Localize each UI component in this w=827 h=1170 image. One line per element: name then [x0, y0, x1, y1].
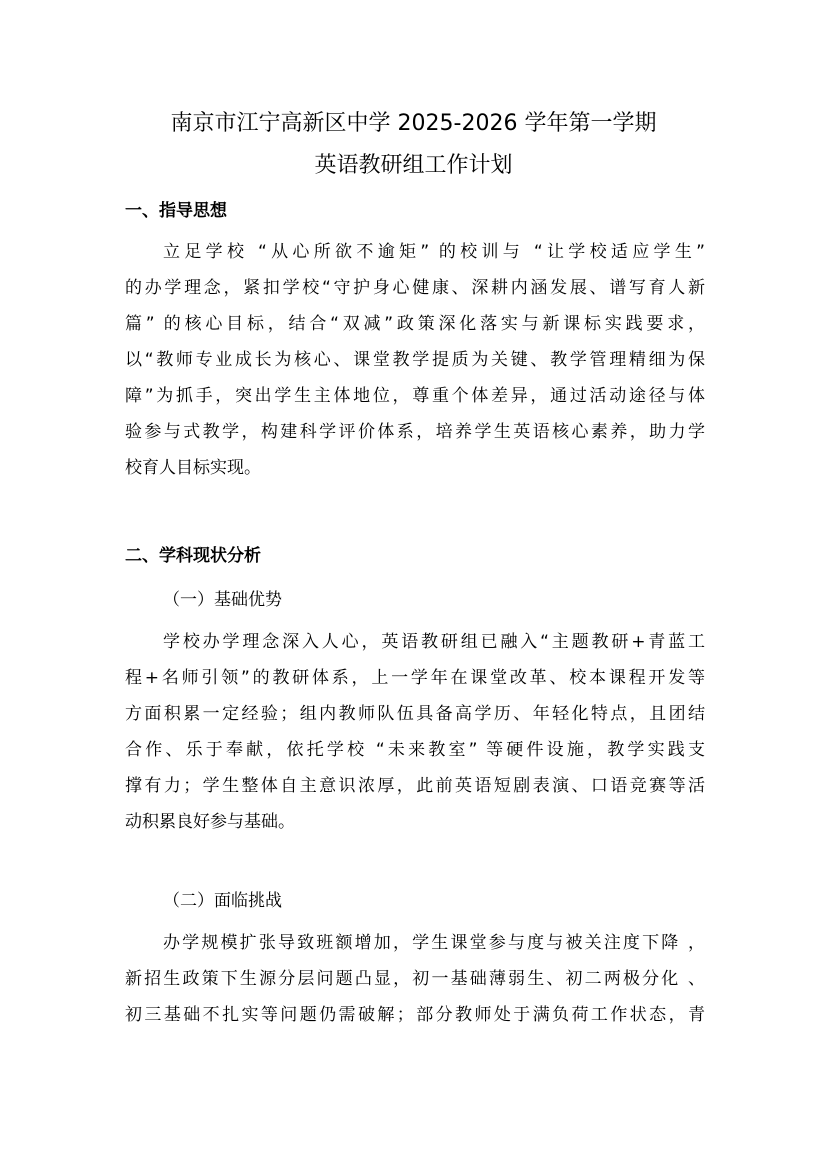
subsection-heading-challenges: （二）面临挑战 [163, 891, 282, 911]
paragraph-line: 初三基础不扎实等问题仍需破解；部分教师处于满负荷工作状态，青 [125, 1005, 705, 1025]
paragraph-line: 验参与式教学，构建科学评价体系，培养学生英语核心素养，助力学 [125, 422, 705, 442]
paragraph-line: 动积累良好参与基础。 [125, 812, 295, 832]
section-heading-status-analysis: 二、学科现状分析 [125, 546, 261, 566]
paragraph-line: 的办学理念，紧扣学校“守护身心健康、深耕内涵发展、谱写育人新 [125, 278, 705, 298]
paragraph-line: 篇” 的核心目标，结合“双减”政策深化落实与新课标实践要求， [125, 314, 705, 334]
paragraph-line: 撑有力；学生整体自主意识浓厚，此前英语短剧表演、口语竞赛等活 [125, 776, 705, 796]
paragraph-line: 合作、乐于奉献，依托学校 “未来教室” 等硬件设施，教学实践支 [125, 740, 705, 760]
paragraph-line: 新招生政策下生源分层问题凸显，初一基础薄弱生、初二两极分化 、 [125, 969, 705, 989]
document-title: 南京市江宁高新区中学 2025-2026 学年第一学期 [170, 111, 657, 136]
subsection-paragraph-strengths [125, 624, 705, 840]
paragraph-line: 方面积累一定经验；组内教师队伍具备高学历、年轻化特点，且团结 [125, 704, 705, 724]
paragraph-line: 程+名师引领”的教研体系，上一学年在课堂改革、校本课程开发等 [125, 668, 705, 688]
paragraph-line: 办学规模扩张导致班额增加，学生课堂参与度与被关注度下降 ， [163, 933, 705, 953]
section-heading-guiding-thought: 一、指导思想 [125, 201, 227, 221]
paragraph-line: 立足学校 “从心所欲不逾矩” 的校训与 “让学校适应学生” [163, 242, 705, 262]
section-paragraph-guiding-thought [125, 234, 705, 486]
paragraph-line: 障”为抓手，突出学生主体地位，尊重个体差异，通过活动途径与体 [125, 386, 705, 406]
paragraph-line: 学校办学理念深入人心，英语教研组已融入“主题教研+青蓝工 [163, 632, 705, 652]
document-subtitle: 英语教研组工作计划 [314, 153, 513, 178]
subsection-paragraph-challenges [125, 925, 705, 1033]
paragraph-line: 校育人目标实现。 [125, 458, 261, 478]
subsection-heading-strengths: （一）基础优势 [163, 590, 282, 610]
paragraph-line: 以“教师专业成长为核心、课堂教学提质为关键、教学管理精细为保 [125, 350, 705, 370]
